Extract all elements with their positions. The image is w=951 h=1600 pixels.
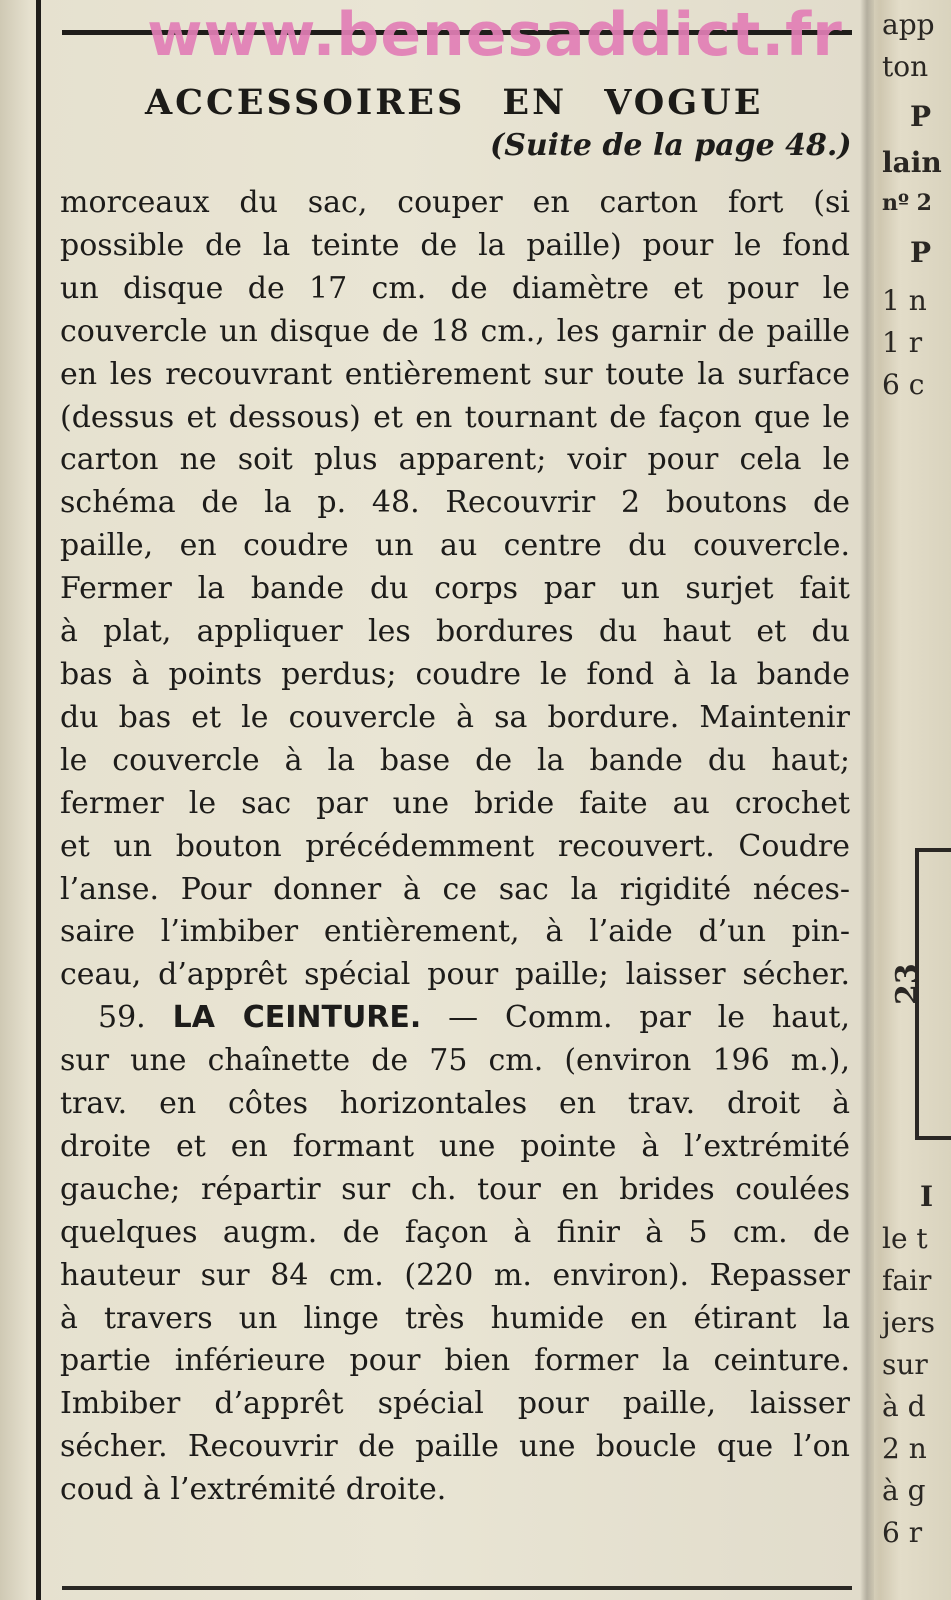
text-line: fermer le sac par une bride faite au crochet — [60, 785, 850, 821]
text-line: bas à points perdus; coudre le fond à la bande — [60, 656, 850, 692]
text-line: partie inférieure pour bien former la ceinture. — [60, 1343, 850, 1379]
fragment: 6 c — [882, 368, 925, 401]
text-line: en les recouvrant entièrement sur toute la surface — [60, 356, 850, 392]
adjacent-column-fragments — [880, 0, 951, 1600]
left-column-rule — [36, 0, 41, 1600]
item-first-line-text: — Comm. par le haut, — [448, 1000, 850, 1036]
text-line: paille, en coudre un au centre du couvercle. — [60, 528, 850, 564]
fragment: 2 n — [882, 1432, 927, 1465]
text-line: ceau, d’apprêt spécial pour paille; laisser sécher. — [60, 957, 850, 993]
fragment: lain — [882, 146, 942, 179]
text-line: trav. en côtes horizontales en trav. droit à — [60, 1086, 850, 1122]
text-line: du bas et le couvercle à sa bordure. Maintenir — [60, 699, 850, 735]
fragment: I — [920, 1180, 934, 1213]
fragment: nº 2 — [882, 190, 932, 216]
text-line: à travers un linge très humide en étirant la — [60, 1300, 850, 1336]
item-heading: LA CEINTURE. — [172, 1000, 422, 1036]
fragment: P — [910, 100, 932, 133]
fragment: jers — [882, 1306, 936, 1339]
text-line: Imbiber d’apprêt spécial pour paille, laisser — [60, 1386, 850, 1422]
text-line: sécher. Recouvrir de paille une boucle que l’on — [60, 1429, 850, 1465]
text-line: couvercle un disque de 18 cm., les garnir de paille — [60, 313, 850, 349]
paragraph-1 — [60, 182, 850, 997]
text-line-last: coud à l’extrémité droite. — [60, 1472, 447, 1508]
page-fold-shadow — [860, 0, 874, 1600]
text-line: (dessus et dessous) et en tournant de façon que le — [60, 399, 850, 435]
text-line: et un bouton précédemment recouvert. Coudre — [60, 828, 850, 864]
diagram-frame-top — [915, 848, 951, 852]
bottom-rule — [62, 1586, 852, 1590]
text-line: l’anse. Pour donner à ce sac la rigidité néces- — [60, 871, 850, 907]
article-title: ACCESSOIRES EN VOGUE — [145, 82, 764, 123]
text-line: quelques augm. de façon à finir à 5 cm. de — [60, 1214, 850, 1250]
fragment: à d — [882, 1390, 926, 1423]
fragment: 6 r — [882, 1516, 923, 1549]
watermark: www.benesaddict.fr — [147, 0, 843, 70]
fragment: à g — [882, 1474, 926, 1507]
text-line: gauche; répartir sur ch. tour en brides coulées — [60, 1171, 850, 1207]
fragment: 1 n — [882, 284, 927, 317]
text-line: droite et en formant une pointe à l’extrémité — [60, 1128, 850, 1164]
fragment: 1 r — [882, 326, 923, 359]
text-line: un disque de 17 cm. de diamètre et pour le — [60, 270, 850, 306]
text-line: Fermer la bande du corps par un surjet fait — [60, 571, 850, 607]
paragraph-2-first-line — [60, 997, 850, 1040]
fragment: P — [910, 236, 932, 269]
fragment: ton — [882, 50, 929, 83]
fragment: app — [882, 8, 935, 41]
paragraph-2 — [60, 997, 850, 1512]
diagram-frame-bottom — [915, 1136, 951, 1140]
article-subtitle: (Suite de la page 48.) — [490, 128, 852, 163]
text-line: hauteur sur 84 cm. (220 m. environ). Repasser — [60, 1257, 850, 1293]
text-line: le couvercle à la base de la bande du haut; — [60, 742, 850, 778]
item-number: 59. — [98, 1000, 146, 1036]
fragment: fair — [882, 1264, 932, 1297]
text-line: schéma de la p. 48. Recouvrir 2 boutons de — [60, 485, 850, 521]
article-body — [60, 182, 850, 1512]
fragment: sur — [882, 1348, 928, 1381]
text-line: morceaux du sac, couper en carton fort (si — [60, 185, 850, 220]
text-line: sur une chaînette de 75 cm. (environ 196 m.), — [60, 1043, 850, 1079]
fragment: le t — [882, 1222, 928, 1255]
text-line: à plat, appliquer les bordures du haut et du — [60, 614, 850, 650]
diagram-number: 23 — [890, 963, 925, 1005]
text-line: possible de la teinte de la paille) pour le fond — [60, 227, 850, 263]
text-line: saire l’imbiber entièrement, à l’aide d’un pin- — [60, 914, 850, 950]
text-line: carton ne soit plus apparent; voir pour cela le — [60, 442, 850, 478]
